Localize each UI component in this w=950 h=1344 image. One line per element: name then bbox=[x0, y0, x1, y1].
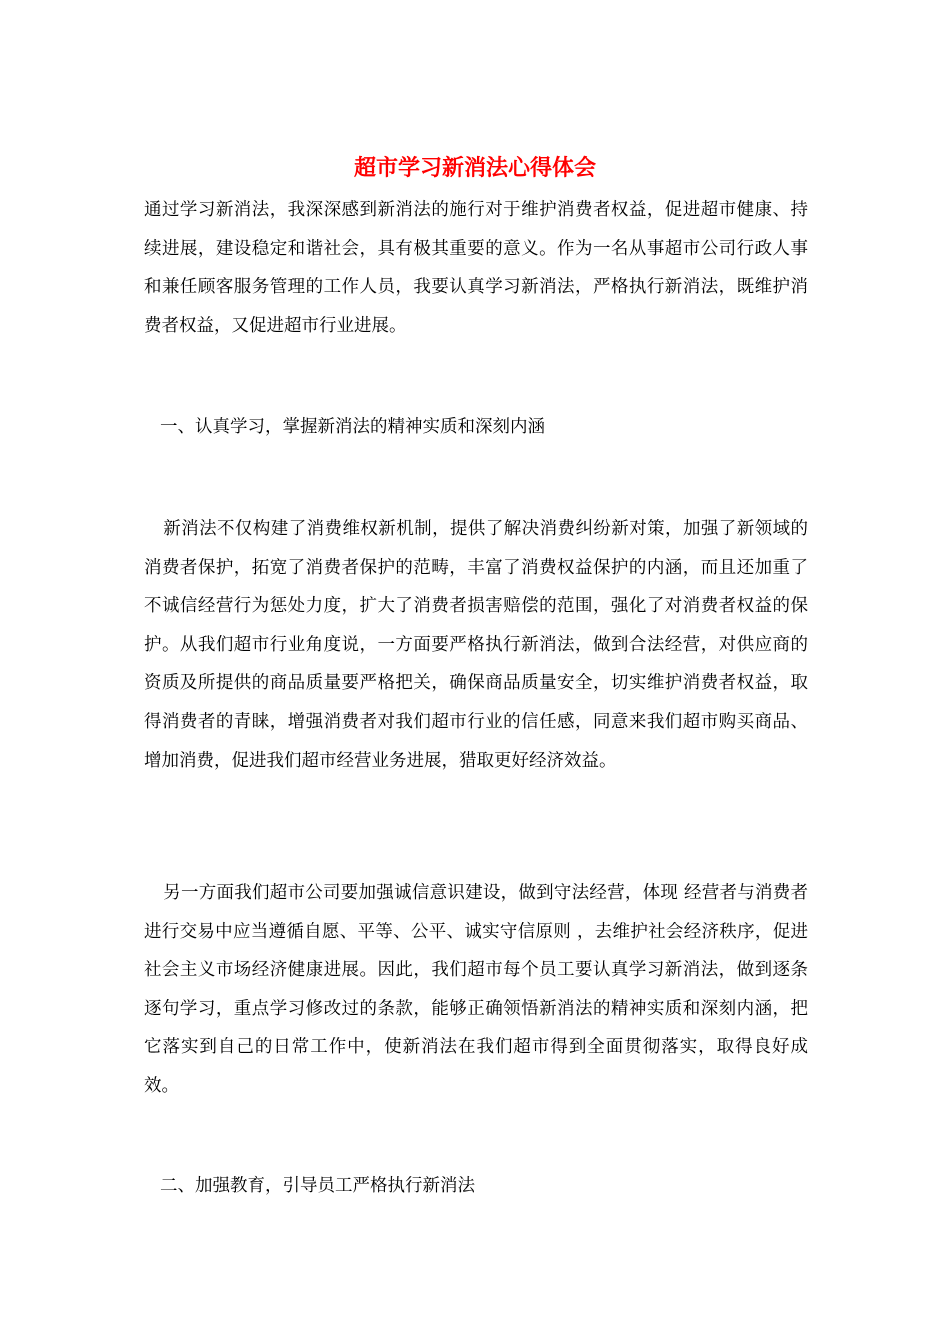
body-paragraph-2: 另一方面我们超市公司要加强诚信意识建设，做到守法经营，体现 经营者与消费者进行交易中应当遵循自愿、平等、公平、诚实守信原则 ，去维护社会经济秩序，促进社会主义市场经济健康进展。因此，我们超市每个员工要认真学习新消法，做到逐条逐句学习，重点学习修改过的条款，能够正确领悟新消法的精神实质和深刻内涵，把它落实到自己的日常工作中，使新消法在我们超市得到全面贯彻落实，取得良好成效。 bbox=[144, 883, 808, 1096]
section-heading-2: 二、加强教育，引导员工严格执行新消法 bbox=[160, 1176, 475, 1196]
section-heading-1: 一、认真学习，掌握新消法的精神实质和深刻内涵 bbox=[160, 417, 545, 437]
body-paragraph-1: 新消法不仅构建了消费维权新机制，提供了解决消费纠纷新对策，加强了新领域的消费者保护，拓宽了消费者保护的范畴，丰富了消费权益保护的内涵，而且还加重了不诚信经营行为惩处力度，扩大了消费者损害赔偿的范围，强化了对消费者权益的保护。从我们超市行业角度说，一方面要严格执行新消法，做到合法经营，对供应商的资质及所提供的商品质量要严格把关，确保商品质量安全，切实维护消费者权益，取得消费者的青睐，增强消费者对我们超市行业的信任感，同意来我们超市购买商品、增加消费，促进我们超市经营业务进展，猎取更好经济效益。 bbox=[144, 519, 808, 771]
document-title: 超市学习新消法心得体会 bbox=[353, 155, 596, 181]
intro-paragraph: 通过学习新消法，我深深感到新消法的施行对于维护消费者权益，促进超市健康、持续进展，建设稳定和谐社会，具有极其重要的意义。作为一名从事超市公司行政人事和兼任顾客服务管理的工作人员，我要认真学习新消法，严格执行新消法，既维护消费者权益，又促进超市行业进展。 bbox=[144, 200, 808, 336]
